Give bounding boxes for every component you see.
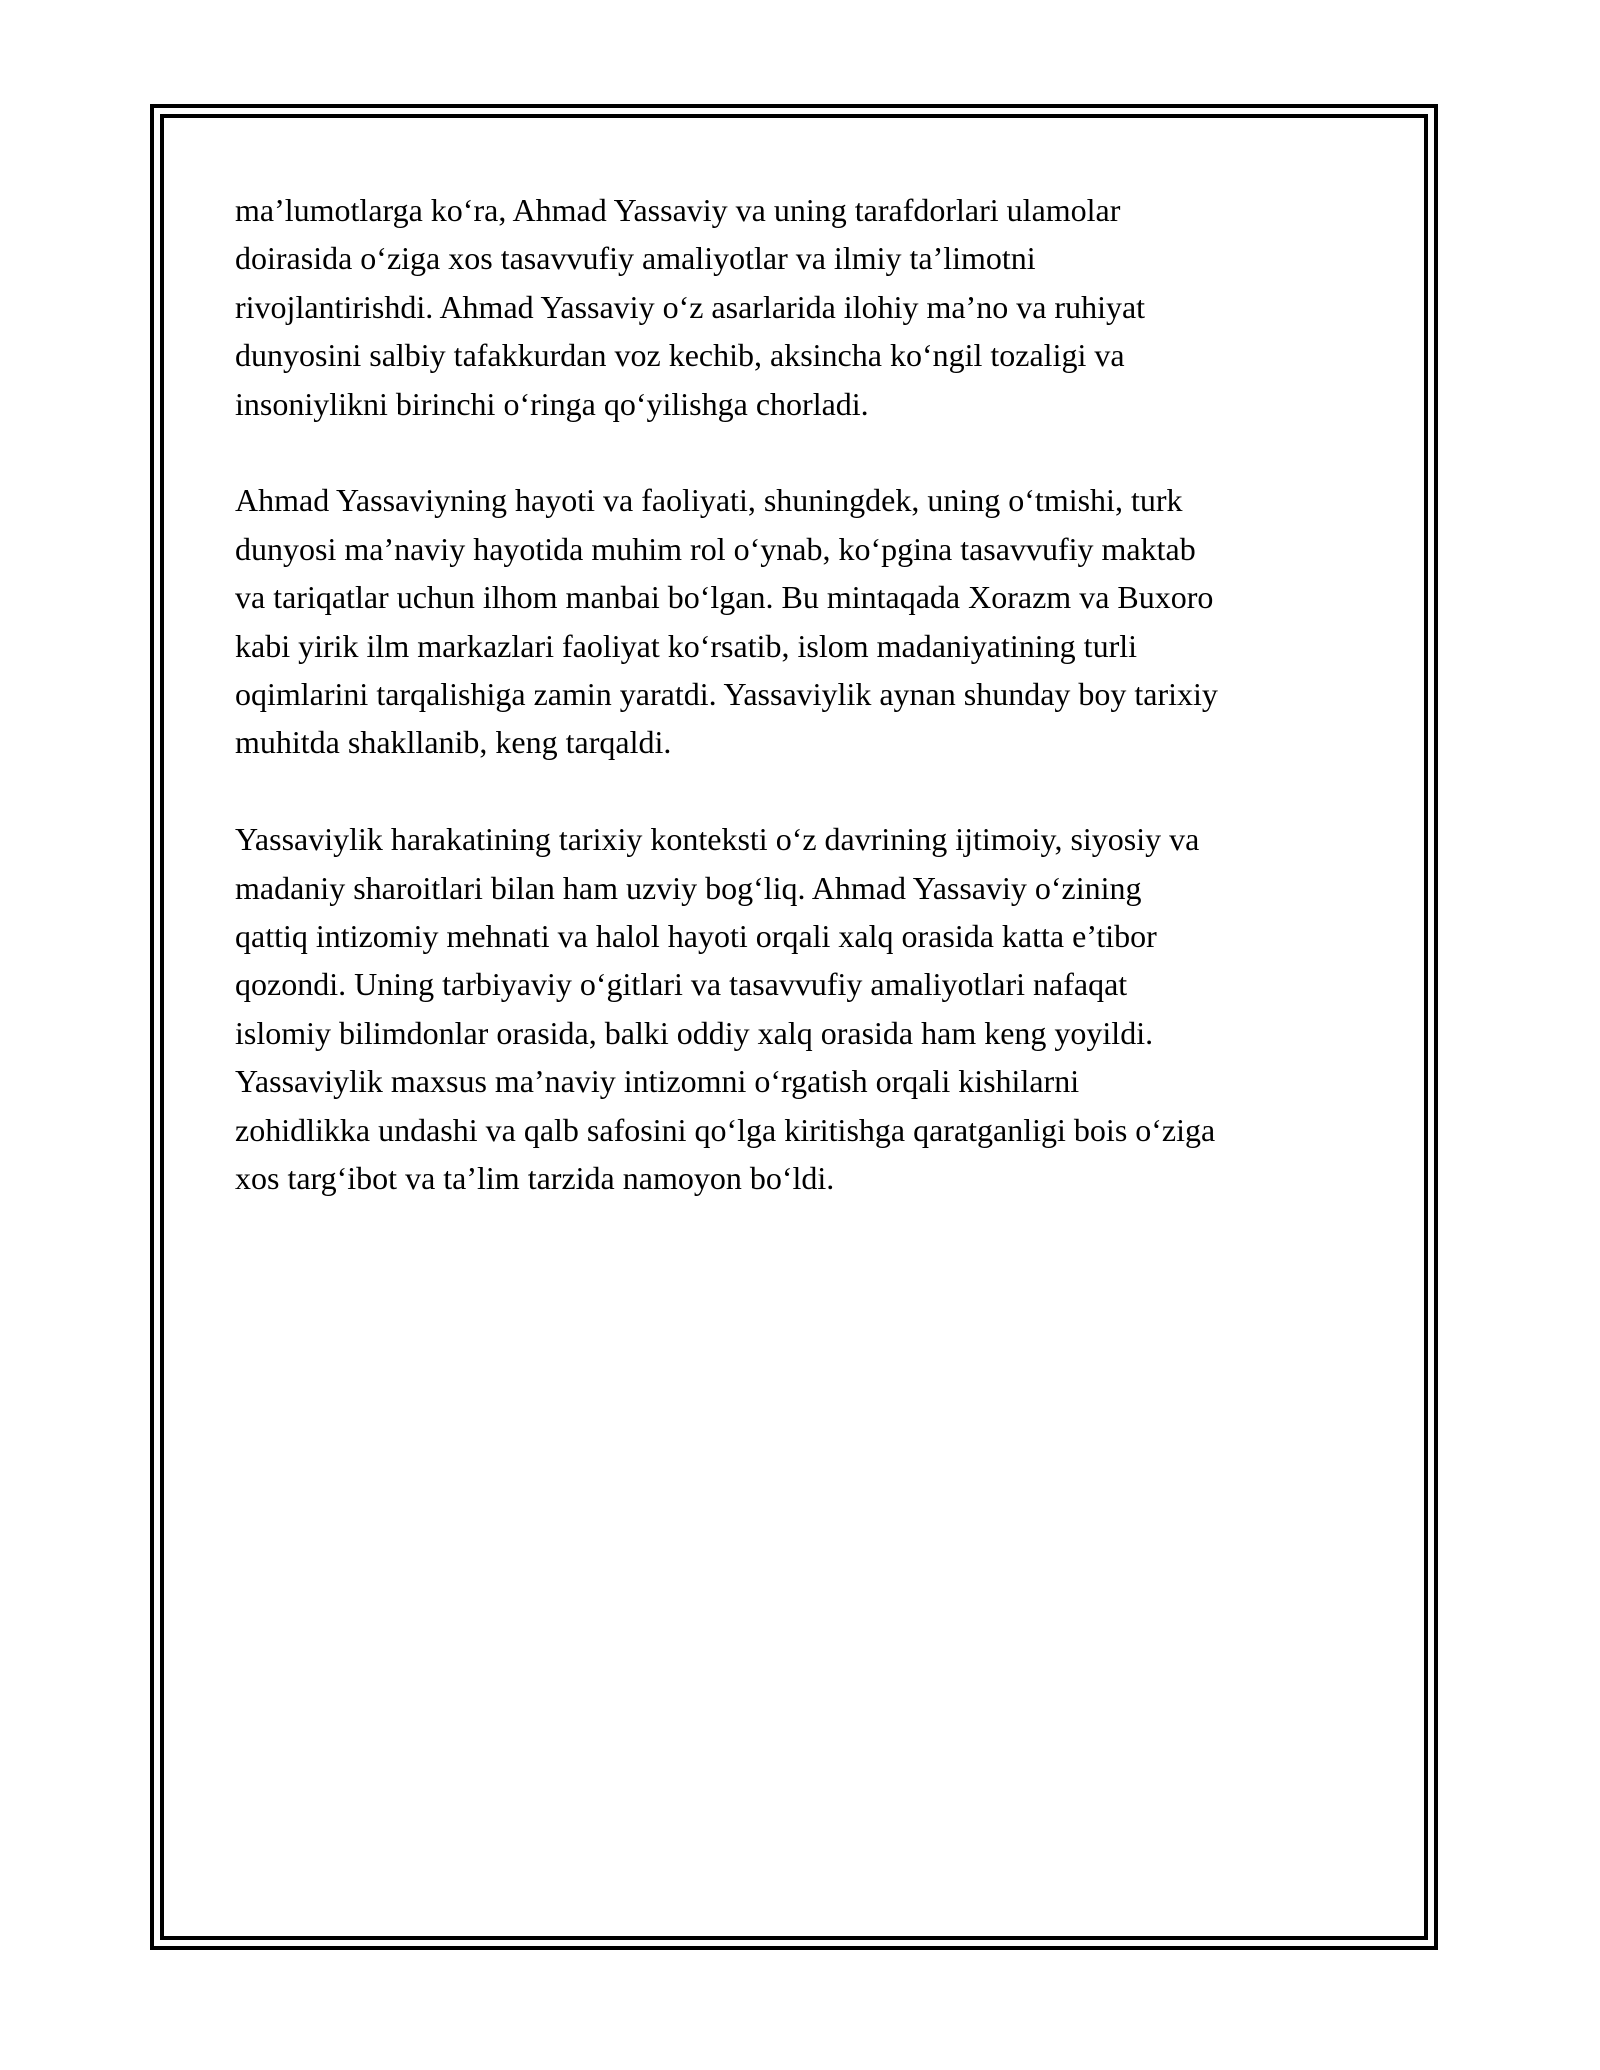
text-line: Yassaviylik harakatining tarixiy konteksti o‘z davrining ijtimoiy, siyosiy va xyxy=(235,821,1200,858)
text-line: kabi yirik ilm markazlari faoliyat ko‘rsatib, islom madaniyatining turli xyxy=(235,627,1137,664)
text-line: madaniy sharoitlari bilan ham uzviy bog‘liq. Ahmad Yassaviy o‘zining xyxy=(235,869,1142,906)
paragraph-3 xyxy=(235,815,1365,1202)
text-line: oqimlarini tarqalishiga zamin yaratdi. Yassaviylik aynan shunday boy tarixiy xyxy=(235,676,1218,713)
document-body xyxy=(235,186,1365,1251)
text-line: dunyosini salbiy tafakkurdan voz kechib, aksincha ko‘ngil tozaligi va xyxy=(235,337,1125,374)
text-line: dunyosi ma’naviy hayotida muhim rol o‘ynab, ko‘pgina tasavvufiy maktab xyxy=(235,530,1196,567)
paragraph-1 xyxy=(235,186,1365,428)
text-line: xos targ‘ibot va ta’lim tarzida namoyon bo‘ldi. xyxy=(235,1160,835,1197)
text-line: Yassaviylik maxsus ma’naviy intizomni o‘rgatish orqali kishilarni xyxy=(235,1063,1080,1100)
paragraph-2 xyxy=(235,476,1365,766)
text-line: islomiy bilimdonlar orasida, balki oddiy xalq orasida ham keng yoyildi. xyxy=(235,1014,1154,1051)
text-line: Ahmad Yassaviyning hayoti va faoliyati, shuningdek, uning o‘tmishi, turk xyxy=(235,482,1183,519)
text-line: qozondi. Uning tarbiyaviy o‘gitlari va tasavvufiy amaliyotlari nafaqat xyxy=(235,966,1128,1003)
text-line: doirasida o‘ziga xos tasavvufiy amaliyotlar va ilmiy ta’limotni xyxy=(235,240,1036,277)
text-line: insoniylikni birinchi o‘ringa qo‘yilishga chorladi. xyxy=(235,385,869,422)
text-line: rivojlantirishdi. Ahmad Yassaviy o‘z asarlarida ilohiy ma’no va ruhiyat xyxy=(235,288,1146,325)
text-line: ma’lumotlarga ko‘ra, Ahmad Yassaviy va uning tarafdorlari ulamolar xyxy=(235,192,1121,228)
text-line: muhitda shakllanib, keng tarqaldi. xyxy=(235,724,672,761)
text-line: zohidlikka undashi va qalb safosini qo‘lga kiritishga qaratganligi bois o‘ziga xyxy=(235,1111,1216,1148)
text-line: va tariqatlar uchun ilhom manbai bo‘lgan. Bu mintaqada Xorazm va Buxoro xyxy=(235,579,1214,616)
text-line: qattiq intizomiy mehnati va halol hayoti orqali xalq orasida katta e’tibor xyxy=(235,918,1157,955)
